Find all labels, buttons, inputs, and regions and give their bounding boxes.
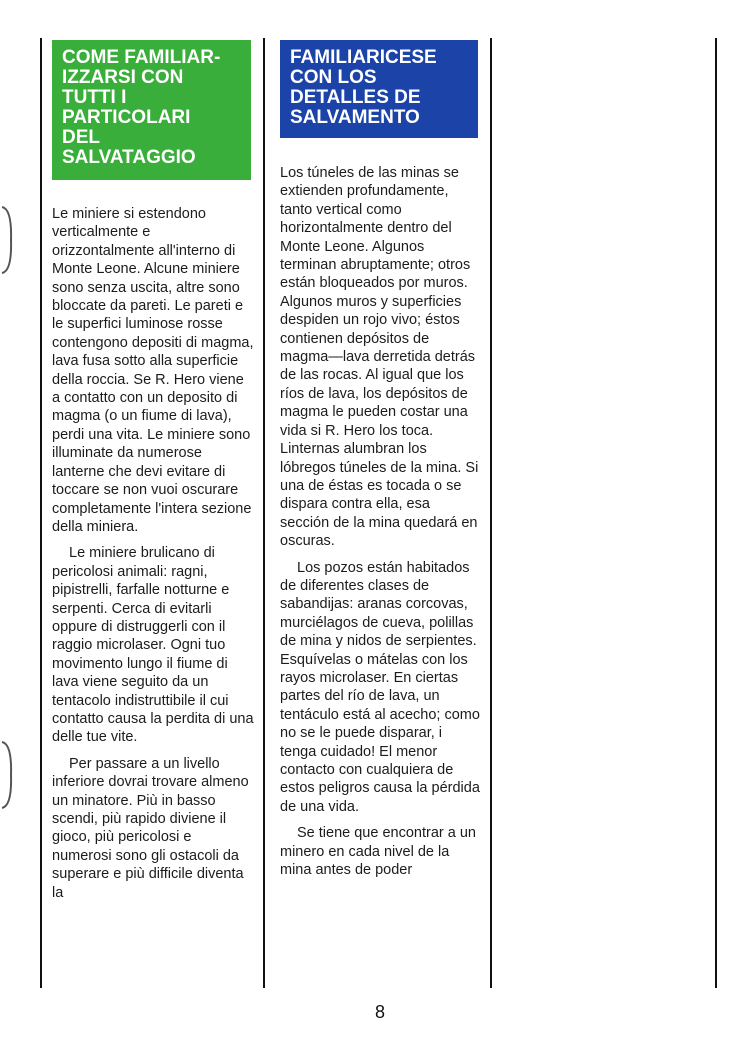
page-number: 8 xyxy=(374,1002,385,1022)
column-rule-right xyxy=(490,38,492,988)
spanish-paragraph: Se tiene que encontrar a un minero en cada nivel de la mina antes de poder xyxy=(280,825,476,879)
column-rule-far-right xyxy=(715,38,717,988)
spanish-text-column xyxy=(280,164,480,887)
spanish-section-heading: FAMILIARICESE CON LOS DETALLES DE SALVAMENTO xyxy=(280,40,478,138)
italian-paragraph: Le miniere si estendono verticalmente e orizzontalmente all'interno di Monte Leone. Alcune miniere sono senza uscita, altre sono bloccate da pareti. Le pareti e le superfici luminose rosse contengono depositi di magma, lava fusa sotto alla superficie della roccia. Se R. Hero viene a contatto con un deposito di magma (o un fiume di lava), perdi una vita. Le miniere sono illuminate da numerose lanterne che devi evitare di toccare se non vuoi oscurare completamente l'intera sezione della miniera. xyxy=(52,206,254,535)
italian-text-column xyxy=(52,205,254,910)
italian-section-heading: COME FAMILIAR- IZZARSI CON TUTTI I PARTICOLARI DEL SALVATAGGIO xyxy=(52,40,251,180)
column-rule-left xyxy=(40,38,42,988)
spanish-paragraph: Los pozos están habitados de diferentes clases de sabandijas: aranas corcovas, murciélagos de cueva, polillas de mina y nidos de serpientes. Esquívelas o mátelas con los rayos microlaser. En ciertas partes del río de lava, un tentáculo está al acecho; como no se le puede disparar, i tenga cuidado! El menor contacto con cualquiera de estos peligros causa la pérdida de una vida. xyxy=(280,559,480,815)
italian-paragraph: Le miniere brulicano di pericolosi animali: ragni, pipistrelli, farfalle notturne e serpenti. Cerca di evitarli oppure di distruggerli con il raggio microlaser. Ogni tuo movimento lungo il fiume di lava viene seguito da un tentacolo indistruttibile il cui contatto causa la perdita di una delle tue vite. xyxy=(52,545,254,746)
spanish-paragraph: Los túneles de las minas se extienden profundamente, tanto vertical como horizontalmente dentro del Monte Leone. Algunos terminan abruptamente; otros están bloqueados por muros. Algunos muros y superficies despiden un rojo vivo; éstos contienen depósitos de magma—lava derretida detrás de las rocas. Al igual que los ríos de lava, los depósitos de magma le pueden costar una vida si R. Hero los toca. Linternas alumbran los lóbregos túneles de la mina. Si una de éstas es tocada o se dispara contra ella, esa sección de la mina quedará en oscuras. xyxy=(280,165,479,550)
column-rule-middle xyxy=(263,38,265,988)
italian-paragraph: Per passare a un livello inferiore dovrai trovare almeno un minatore. Più in basso scendi, più rapido diviene il gioco, più pericolosi e numerosi sono gli ostacoli da superare e più difficile diventa la xyxy=(52,755,249,901)
binder-clip-icon xyxy=(0,205,14,275)
binder-clip-icon xyxy=(0,740,14,810)
